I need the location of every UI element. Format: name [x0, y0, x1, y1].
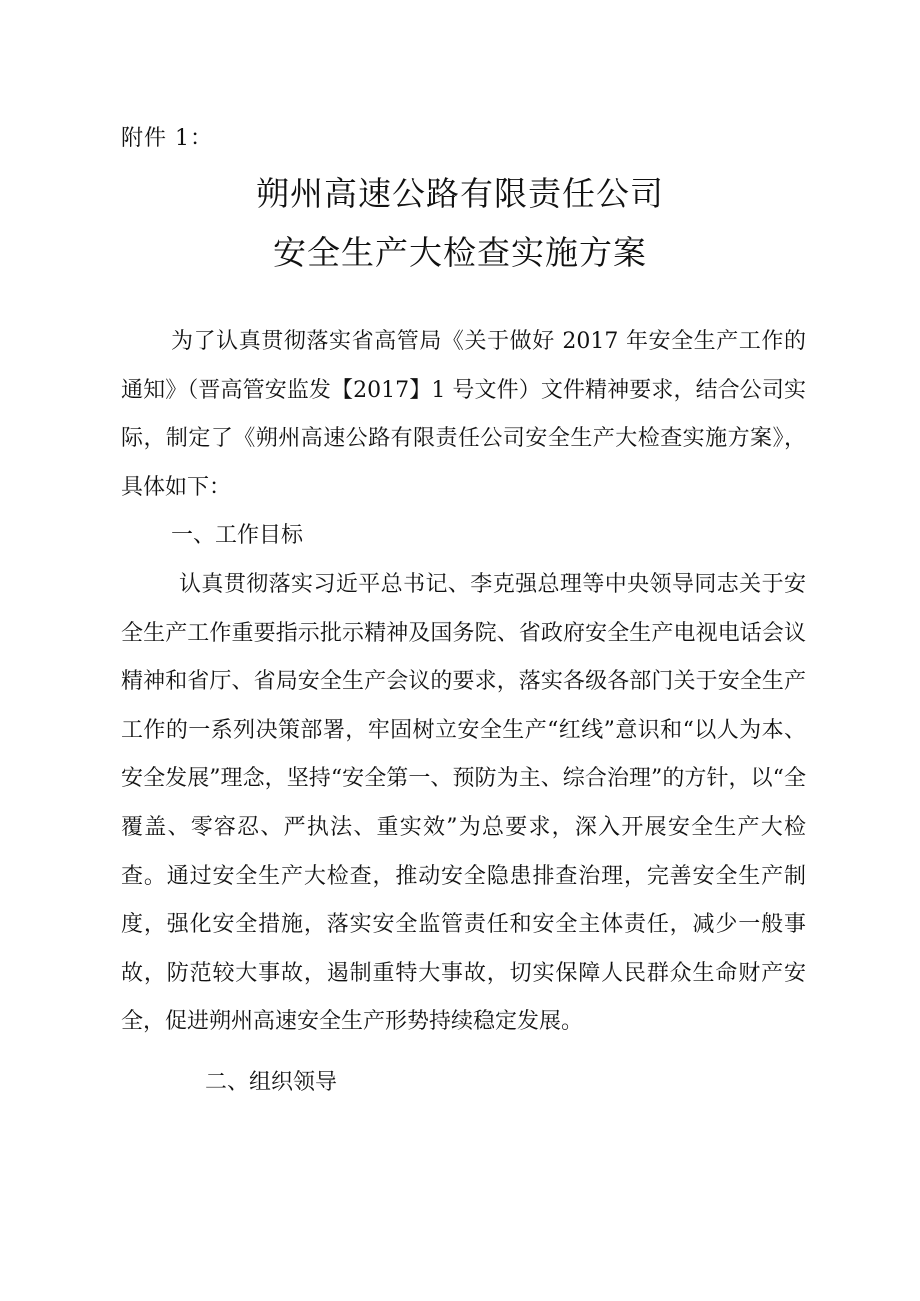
attachment-label: 附件 1：: [121, 126, 213, 151]
document-title-line-1: 朔州高速公路有限责任公司: [256, 174, 664, 213]
intro-paragraph: 为了认真贯彻落实省高管局《关于做好 2017 年安全生产工作的通知》（晋高管安监发【2017】1 号文件）文件精神要求，结合公司实际，制定了《朔州高速公路有限责任公司安全生产大检查实施方案》，具体如下：: [121, 329, 806, 500]
section-1-heading: 一、工作目标: [171, 523, 304, 549]
document-title-line-2: 安全生产大检查实施方案: [273, 233, 647, 272]
document-body: [121, 318, 806, 1108]
section-1-paragraph: 认真贯彻落实习近平总书记、李克强总理等中央领导同志关于安全生产工作重要指示批示精神及国务院、省政府安全生产电视电话会议精神和省厅、省局安全生产会议的要求，落实各级各部门关于安全生产工作的一系列决策部署，牢固树立安全生产“红线”意识和“以人为本、安全发展”理念，坚持“安全第一、预防为主、综合治理”的方针，以“全覆盖、零容忍、严执法、重实效”为总要求，深入开展安全生产大检查。通过安全生产大检查，推动安全隐患排查治理，完善安全生产制度，强化安全措施，落实安全监管责任和安全主体责任，减少一般事故，防范较大事故，遏制重特大事故，切实保障人民群众生命财产安全，促进朔州高速安全生产形势持续稳定发展。: [121, 571, 806, 1035]
section-2-heading: 二、组织领导: [205, 1069, 338, 1095]
